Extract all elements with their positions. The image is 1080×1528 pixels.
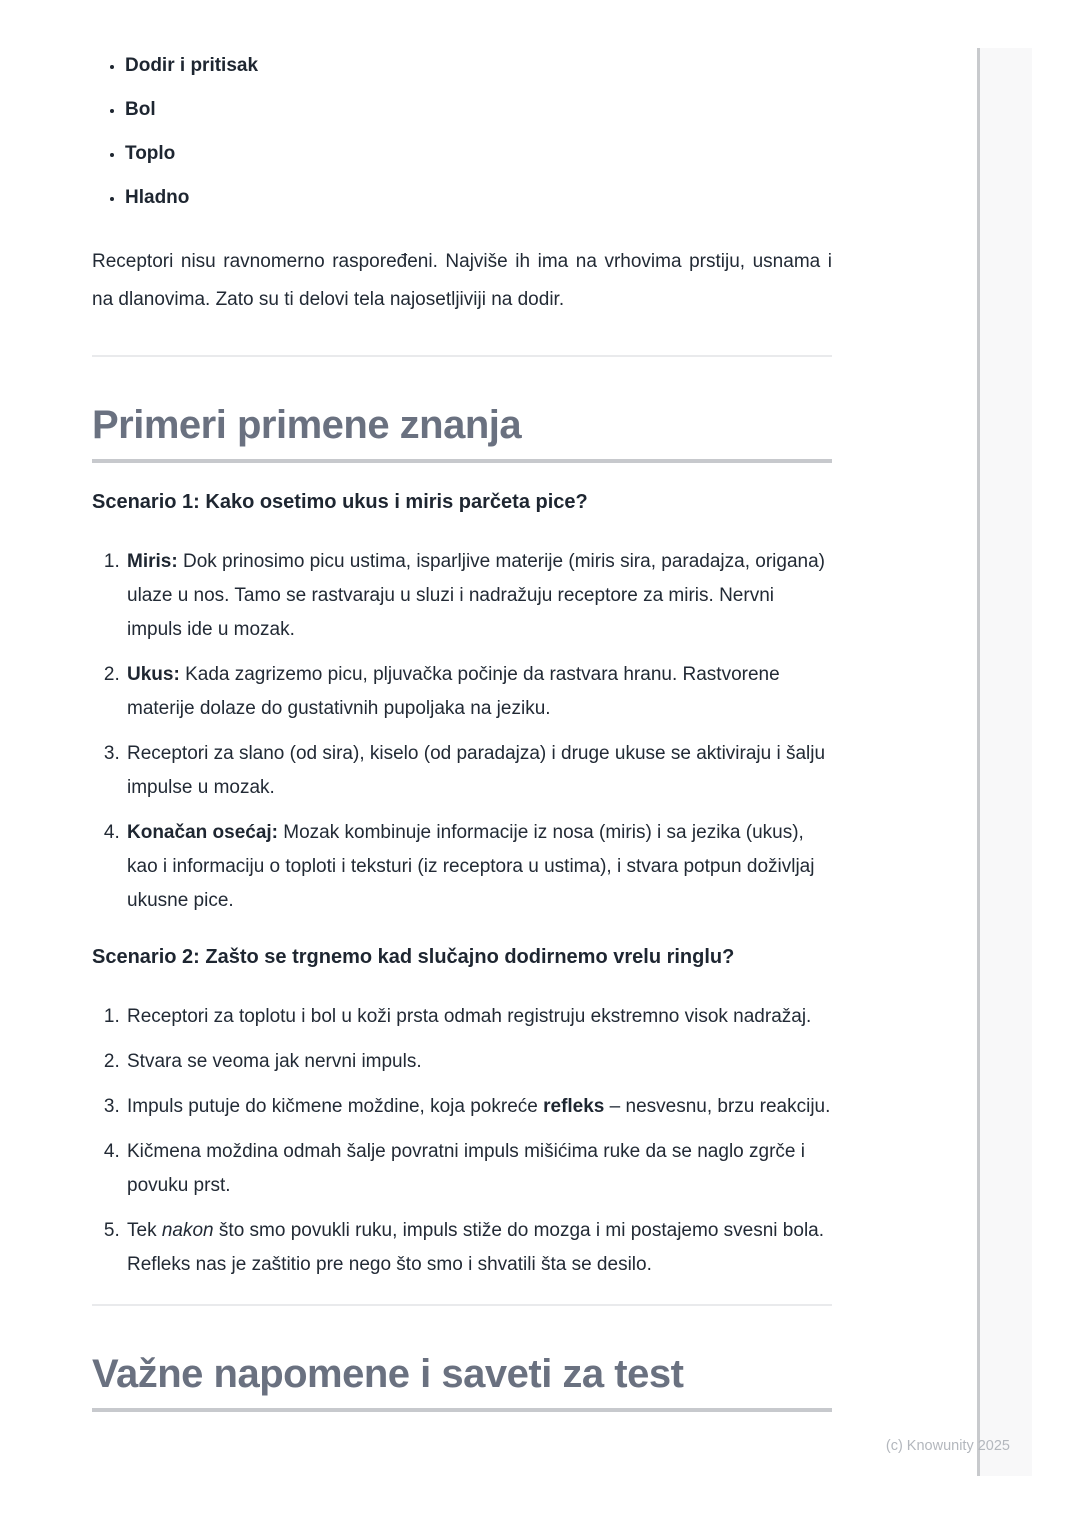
text: Receptori za toplotu i bol u koži prsta odmah registruju ekstremno visok nadražaj. — [127, 1006, 812, 1027]
list-item — [125, 54, 832, 78]
list-item — [125, 1135, 832, 1203]
text: Tek — [127, 1220, 162, 1241]
list-item — [125, 545, 832, 647]
heading-underline — [92, 459, 832, 463]
list-item — [125, 1045, 832, 1079]
section-divider — [92, 1304, 832, 1306]
list-item — [125, 142, 832, 166]
section-title-notes: Važne napomene i saveti za test — [92, 1352, 684, 1396]
text: Bol — [125, 99, 156, 120]
bold-text: Ukus: — [127, 664, 180, 685]
list-item — [125, 1000, 832, 1034]
list-item — [125, 658, 832, 726]
scenario2-steps-list — [92, 1000, 832, 1282]
italic-text: nakon — [161, 1220, 214, 1241]
heading-underline — [92, 1408, 832, 1412]
list-item — [125, 98, 832, 122]
text: Dodir i pritisak — [125, 55, 259, 76]
text: Mozak kombinuje informacije iz nosa (miris) i sa jezika (ukus), kao i informaciju o toploti i teksturi (iz receptora u ustima), i stvara potpun doživljaj ukusne pice. — [127, 822, 815, 911]
receptor-types-bullet-list — [92, 54, 832, 210]
scrollbar-track[interactable] — [980, 48, 1032, 1476]
list-item — [125, 737, 832, 805]
text: Hladno — [125, 187, 190, 208]
list-item — [125, 816, 832, 918]
text: Kičmena moždina odmah šalje povratni impuls mišićima ruke da se naglo zgrče i povuku prst. — [127, 1141, 805, 1196]
text: Dok prinosimo picu ustima, isparljive materije (miris sira, paradajza, origana) ulaze u nos. Tamo se rastvaraju u sluzi i nadražuju receptore za miris. Nervni impuls ide u mozak. — [127, 551, 825, 640]
scrollbar-thumb[interactable] — [977, 48, 980, 1476]
bold-text: Konačan osećaj: — [127, 822, 278, 843]
text: Toplo — [125, 143, 176, 164]
document-page — [92, 0, 832, 1412]
bold-text: Miris: — [127, 551, 178, 572]
scenario2-heading: Scenario 2: Zašto se trgnemo kad slučajno dodirnemo vrelu ringlu? — [92, 946, 735, 968]
text: Stvara se veoma jak nervni impuls. — [127, 1051, 422, 1072]
text: Impuls putuje do kičmene moždine, koja pokreće — [127, 1096, 544, 1117]
section-divider — [92, 355, 832, 357]
text: Receptori za slano (od sira), kiselo (od paradajza) i druge ukuse se aktiviraju i šalju impulse u mozak. — [127, 743, 826, 798]
list-item — [125, 186, 832, 210]
scenario1-steps-list — [92, 545, 832, 918]
scenario1-heading: Scenario 1: Kako osetimo ukus i miris parčeta pice? — [92, 491, 588, 513]
text: – nesvesnu, brzu reakciju. — [604, 1096, 831, 1117]
text: Kada zagrizemo picu, pljuvačka počinje da rastvara hranu. Rastvorene materije dolaze do gustativnih pupoljaka na jeziku. — [127, 664, 780, 719]
copyright-notice: (c) Knowunity 2025 — [885, 1438, 1010, 1454]
text: što smo povukli ruku, impuls stiže do mozga i mi postajemo svesni bola. Refleks nas je zaštitio pre nego što smo i shvatili šta se desilo. — [127, 1220, 825, 1275]
intro-paragraph: Receptori nisu ravnomerno raspoređeni. Najviše ih ima na vrhovima prstiju, usnama i na dlanovima. Zato su ti delovi tela najosetljiviji na dodir. — [92, 251, 832, 310]
bold-text: refleks — [543, 1096, 605, 1117]
list-item — [125, 1214, 832, 1282]
list-item — [125, 1090, 832, 1124]
section-title-examples: Primeri primene znanja — [92, 403, 522, 447]
